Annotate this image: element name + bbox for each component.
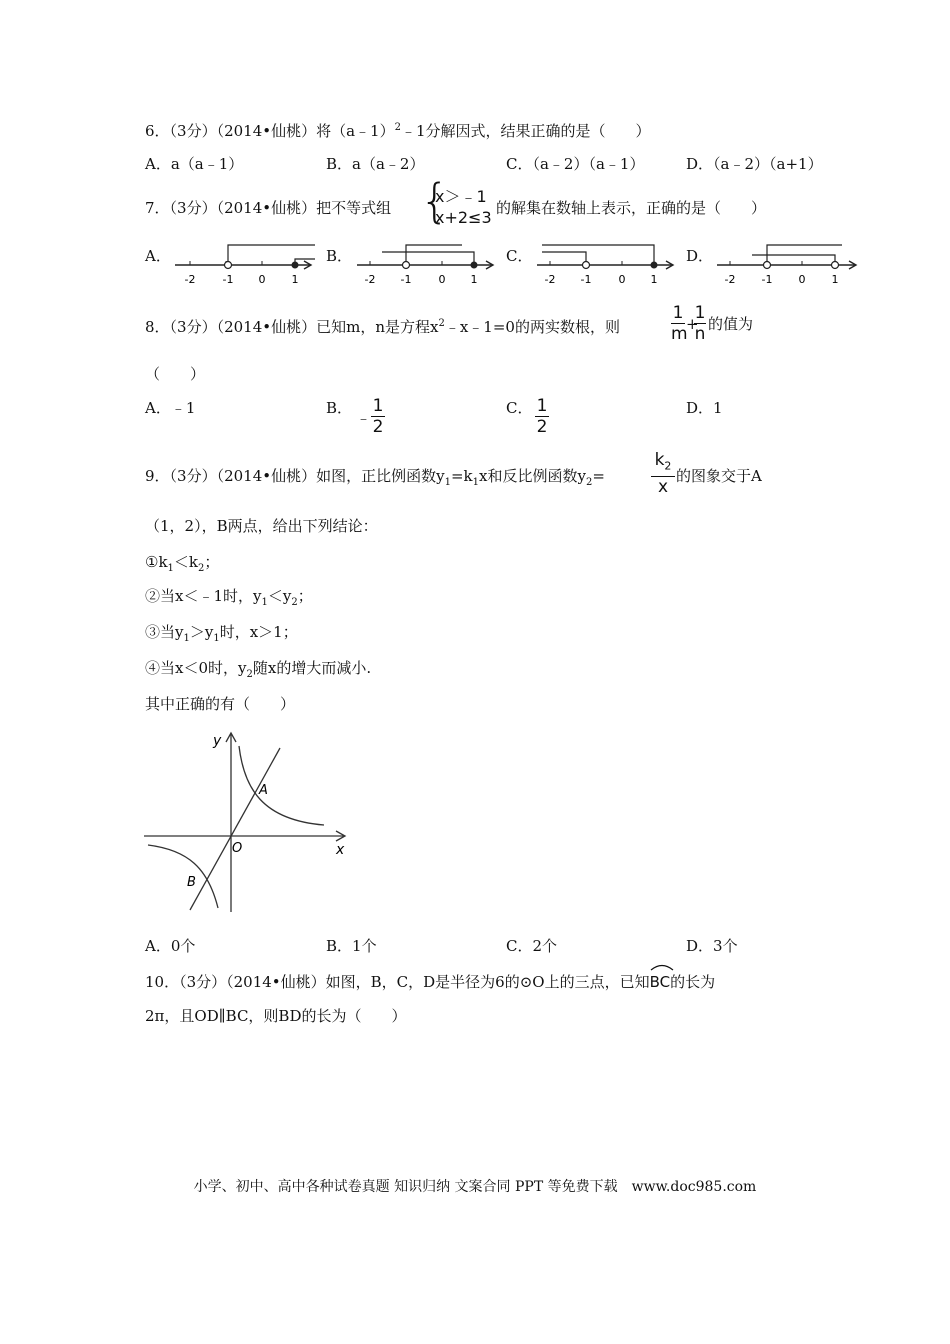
q7-numberline-c bbox=[532, 240, 682, 286]
q7-numberline-b bbox=[352, 240, 502, 286]
tick-label: 0 bbox=[258, 273, 266, 286]
tick-label: -1 bbox=[580, 273, 592, 286]
q8-fraction-1: 1 m bbox=[671, 303, 688, 344]
q8-option-b-fraction: 1 2 bbox=[372, 396, 384, 437]
q9-question: 其中正确的有（ ） bbox=[145, 695, 296, 713]
q9-option-d: D．3个 bbox=[686, 937, 738, 955]
q7-option-c-letter: C． bbox=[506, 247, 533, 265]
origin-label: O bbox=[232, 841, 243, 856]
q8-option-b-sign: ﹣ bbox=[356, 409, 372, 427]
tick-label: 0 bbox=[798, 273, 806, 286]
q7-option-a-letter: A． bbox=[145, 247, 171, 265]
tick-label: 0 bbox=[618, 273, 626, 286]
q9-conclusion-4: ④当x＜0时，$y_2$随x的增大而减小. bbox=[145, 659, 372, 680]
tick-label: 1 bbox=[291, 273, 299, 286]
x-axis-label: x bbox=[336, 842, 345, 858]
q7-inequality-system bbox=[420, 174, 500, 232]
q8-plus: + bbox=[686, 315, 699, 333]
tick-label: 1 bbox=[831, 273, 839, 286]
hyperbola-branch-q3 bbox=[148, 845, 218, 908]
q8-option-c-letter: C． bbox=[506, 399, 533, 417]
tick-label: -1 bbox=[761, 273, 773, 286]
q7-numberline-a bbox=[170, 240, 320, 286]
tick-label: -2 bbox=[184, 273, 196, 286]
q9-stem-end: 的图象交于A bbox=[676, 467, 762, 485]
point-a-label: A bbox=[259, 783, 268, 798]
y-axis-label: y bbox=[213, 733, 222, 749]
q6-option-c: C．（a﹣2）（a﹣1） bbox=[506, 155, 645, 173]
point-b-label: B bbox=[187, 875, 196, 890]
q7-option-b-letter: B． bbox=[326, 247, 353, 265]
q9-conclusion-1: $①k_1<k_2$； bbox=[145, 553, 220, 574]
q7-stem-end: 的解集在数轴上表示，正确的是（ ） bbox=[496, 199, 767, 217]
hyperbola-branch-q1 bbox=[239, 746, 324, 825]
tick-label: 1 bbox=[470, 273, 478, 286]
q7-ineq1: x＞﹣1 bbox=[435, 187, 487, 206]
arc-bc: BC bbox=[650, 970, 671, 992]
q8-stem-end: 的值为 bbox=[708, 315, 754, 333]
q7-ineq2: x+2≤3 bbox=[435, 208, 492, 227]
proportional-line bbox=[190, 748, 280, 910]
tick-label: 1 bbox=[650, 273, 658, 286]
q9-conclusion-2: ②当x＜﹣1时，$y_1<y_2$； bbox=[145, 587, 313, 608]
q9-fraction: $k_2$ x bbox=[651, 451, 675, 496]
q8-option-c-fraction: 1 2 bbox=[536, 396, 548, 437]
q9-option-a: A．0个 bbox=[145, 937, 196, 955]
tick-label: -1 bbox=[400, 273, 412, 286]
tick-label: -2 bbox=[364, 273, 376, 286]
q6-option-b: B．a（a﹣2） bbox=[326, 155, 425, 173]
tick-label: 0 bbox=[438, 273, 446, 286]
q7-stem-start: 7．（3分）（2014•仙桃）把不等式组 bbox=[145, 199, 392, 217]
brace-glyph: { bbox=[420, 174, 450, 228]
q6-option-a: A．a（a﹣1） bbox=[145, 155, 244, 173]
q9-option-b: B．1个 bbox=[326, 937, 377, 955]
tick-label: -1 bbox=[222, 273, 234, 286]
q8-fraction-2: 1 n bbox=[694, 303, 706, 344]
q10-stem-line2: 2π，且OD∥BC，则BD的长为（ ） bbox=[145, 1007, 407, 1025]
q6-option-d: D．（a﹣2）（a+1） bbox=[686, 155, 823, 173]
q9-option-c: C．2个 bbox=[506, 937, 558, 955]
q7-numberline-d bbox=[712, 240, 862, 286]
q8-answer-paren: （ ） bbox=[145, 365, 206, 383]
q9-stem-line2: （1，2），B两点，给出下列结论： bbox=[145, 517, 378, 535]
tick-label: -2 bbox=[724, 273, 736, 286]
q8-stem-start: 8．（3分）（2014•仙桃）已知m，n是方程$x^2﹣x﹣1=0$的两实数根，则 bbox=[145, 318, 620, 336]
q9-conclusion-3: ③当$y_1>y_1$时，x＞1； bbox=[145, 623, 298, 644]
q7-option-d-letter: D． bbox=[686, 247, 714, 265]
q9-function-graph bbox=[140, 728, 355, 918]
q10-stem-line1: 10．（3分）（2014•仙桃）如图，B，C，D是半径为6的⊙O上的三点，已知 BC的长为 bbox=[145, 970, 715, 992]
q8-option-b-letter: B． bbox=[326, 399, 353, 417]
tick-label: -2 bbox=[544, 273, 556, 286]
q8-option-d: D．1 bbox=[686, 399, 723, 417]
q8-option-a: A．﹣1 bbox=[145, 399, 196, 417]
q9-stem-start: 9．（3分）（2014•仙桃）如图，正比例函数$y_1=k_1x$和反比例函数$y_2=$ bbox=[145, 467, 605, 488]
page-footer: 小学、初中、高中各种试卷真题 知识归纳 文案合同 PPT 等免费下载 www.doc985.com bbox=[193, 1179, 757, 1195]
q6-stem: 6．（3分）（2014•仙桃）将（a﹣1）$^2$﹣1分解因式，结果正确的是（ ） bbox=[145, 122, 651, 140]
